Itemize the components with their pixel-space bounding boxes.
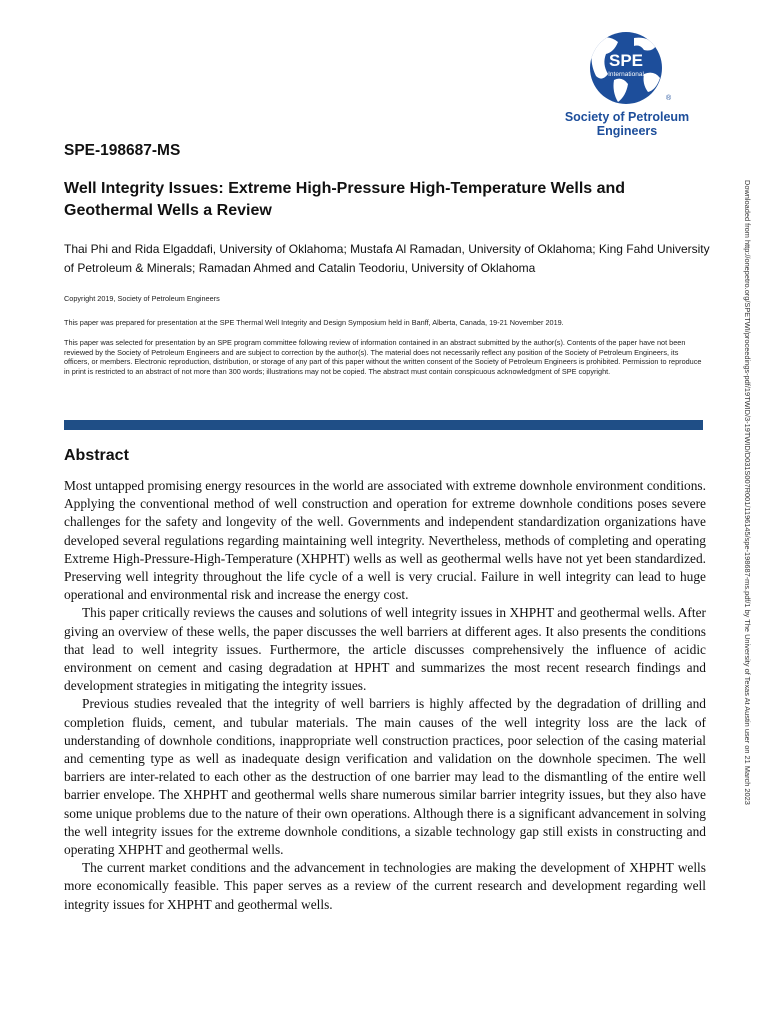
paper-title: Well Integrity Issues: Extreme High-Pressure High-Temperature Wells and Geothermal Wells a Review <box>64 180 626 219</box>
society-name: Society of Petroleum Engineers <box>564 110 690 138</box>
selection-notice: This paper was selected for presentation by an SPE program committee following review of information contained in an abstract submitted by the author(s). Contents of the paper have not been reviewed by the Society of Petroleum Engineers and are subject to correction by the author(s). The material does not necessarily reflect any position of the Society of Petroleum Engineers, its officers, or members. Electronic reproduction, distribution, or storage of any part of this paper without the written consent of the Society of Petroleum Engineers is prohibited. Permission to reproduce in print is restricted to an abstract of not more than 300 words; illustrations may not be copied. The abstract must contain conspicuous acknowledgment of SPE copyright. <box>64 338 702 376</box>
globe-logo-icon <box>556 30 696 110</box>
abstract-body <box>64 477 706 914</box>
section-divider <box>64 420 703 430</box>
abstract-paragraph: Most untapped promising energy resources in the world are associated with extreme downhole environment conditions. Applying the conventional method of well construction and operation for extreme downhole conditions poses severe challenges for the safety and longevity of the well. Governments and independent standardization organizations have developed several regulations regarding maintaining well integrity. Nevertheless, methods of completing and operating Extreme High-Pressure-High-Temperature (XHPHT) wells as well as geothermal wells have not yet been standardized. Preserving well integrity throughout the life cycle of a well is very crucial. Failure in well integrity can lead to huge operational and environmental risk and increase the energy cost. <box>64 478 706 603</box>
paper-id: SPE-198687-MS <box>64 142 181 159</box>
abstract-heading: Abstract <box>64 447 129 464</box>
abstract-paragraph: The current market conditions and the advancement in technologies are making the development of XHPHT wells more economically feasible. This paper serves as a review of the current research and development regarding well integrity issues for XHPHT and geothermal wells. <box>64 860 706 912</box>
copyright-line: Copyright 2019, Society of Petroleum Engineers <box>64 294 220 303</box>
registered-mark: ® <box>666 95 672 102</box>
emblem-subtext: International <box>608 71 644 78</box>
emblem-text: SPE <box>608 51 644 70</box>
abstract-paragraph: This paper critically reviews the causes and solutions of well integrity issues in XHPHT and geothermal wells. After giving an overview of these wells, the paper discusses the well barriers at different ages. It also presents the conditions that lead to well integrity issues. Furthermore, the article discusses comprehensively the influence of acidic environment on cement and casing degradation at HPHT and summarizes the most recent research findings and development strategies in mitigating the integrity issues. <box>64 605 706 694</box>
spe-logo <box>536 30 716 138</box>
author-list: Thai Phi and Rida Elgaddafi, University of Oklahoma; Mustafa Al Ramadan, University of Oklahoma; King Fahd University of Petroleum & Minerals; Ramadan Ahmed and Catalin Teodoriu, University of Oklahoma <box>64 242 710 275</box>
download-watermark: Downloaded from http://onepetro.org/SPETWI/proceedings-pdf/19TWID/3-19TWID/D031S007R001/1196145/spe-198687-ms.pdf/1 by The University of Texas At Austin user on 21 March 2023 <box>743 180 752 805</box>
abstract-paragraph: Previous studies revealed that the integrity of well barriers is highly affected by the degradation of drilling and completion fluids, cement, and tubular materials. The main causes of the well integrity loss are the lack of understanding of downhole conditions, inappropriate well construction practices, poor selection of the casing material and cementing type as well as inadequate design verification and validation on the downhole specimen. The well barriers are inter-related to each other as the destruction of one barrier may lead to the dismantling of the entire well barrier envelope. The XHPHT and geothermal wells share numerous similar barrier integrity issues, but they also have some unique problems due to the nature of their own operations. Although there is a significant advancement in solving the well integrity issues for the extreme downhole conditions, a sizable technology gap still exists in constructing and operating XHPHT and geothermal wells. <box>64 696 706 858</box>
presentation-note: This paper was prepared for presentation at the SPE Thermal Well Integrity and Design Symposium held in Banff, Alberta, Canada, 19-21 November 2019. <box>64 318 564 327</box>
